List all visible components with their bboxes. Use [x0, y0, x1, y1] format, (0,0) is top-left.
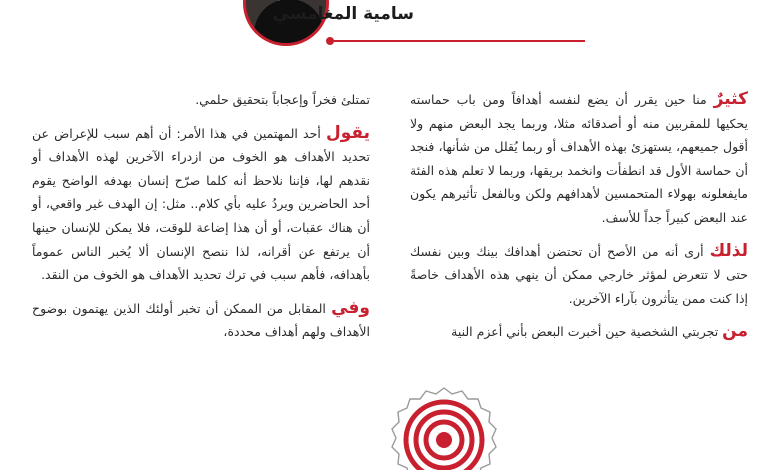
article-column-right — [410, 88, 748, 354]
author-name: سامية المغامسي — [272, 4, 414, 24]
paragraph — [32, 297, 370, 344]
author-divider — [330, 40, 585, 42]
article-column-left — [32, 88, 370, 354]
paragraph-lead-word: كثيرٌ — [713, 89, 748, 109]
paragraph — [410, 240, 748, 311]
paragraph — [410, 88, 748, 230]
paragraph-text: تجربتي الشخصية حين أخبرت البعض بأني أعزم النية — [451, 324, 723, 340]
paragraph-text: تمتلئ فخراً وإعجاباً بتحقيق حلمي. — [195, 92, 370, 107]
paragraph — [32, 122, 370, 287]
paragraph-lead-word: لذلك — [709, 240, 748, 261]
paragraph-lead-word: يقول — [325, 122, 370, 143]
paragraph-text: أحد المهتمين في هذا الأمر: أن أهم سبب للإعراض عن تحديد الأهداف هو الخوف من ازدراء الآخرين لهذه الأهداف أو نقدهم لها، فإننا نلاحظ أنه كلما صرّح إنسان بهدفه الواضح يقوم أحد الحاضرين ويردُ عليه بأي كلام.. مثل: إن الهدف غير واقعي، أو أن هناك عقبات، أو أن هذا إضاعة للوقت، فلا يمكن للإنسان حينها أن يرتفع عن أقرانه، لذا ننصح الإنسان ألا يُخبر الناس عموماً بأهدافه، فأهم سبب في ترك تحديد الأهداف هو الخوف من النقد. — [32, 125, 370, 283]
paragraph-lead-word: من — [722, 321, 748, 342]
target-icon — [388, 384, 500, 470]
paragraph — [32, 88, 370, 112]
paragraph-text: منا حين يقرر أن يضع لنفسه أهدافاً ومن باب حماسته يحكيها للمقربين منه أو أصدقائه مثلا، وربما يجد البعض منهم ولا أقول جميعهم، يستهزئ بهذه الأهداف أو ربما يُقلل من شأنها، فنجد أن حماسة الأول قد انطفأت وانخمد بريقها، وربما لا تعلم هذه الفئة مايفعلونه بهولاء المتحمسين لأهدافهم ولكن وبالفعل تأثيرهم يكون عند البعض كبيراً جداً للأسف. — [410, 92, 748, 225]
paragraph-text: أرى أنه من الأصح أن تحتضن أهدافك بينك وبين نفسك حتى لا تتعرض لمؤثر خارجي ممكن أن ينهي هذه الأهداف خاصةً إذا كنت ممن يتأثرون بآراء الآخرين. — [410, 243, 748, 306]
paragraph-text: المقابل من الممكن أن تخبر أولئك الذين يهتمون بوضوح الأهداف ولهم أهداف محددة، — [32, 300, 370, 340]
paragraph — [410, 320, 748, 344]
paragraph-lead-word: وفي — [331, 297, 370, 318]
author-divider-dot — [326, 37, 334, 45]
